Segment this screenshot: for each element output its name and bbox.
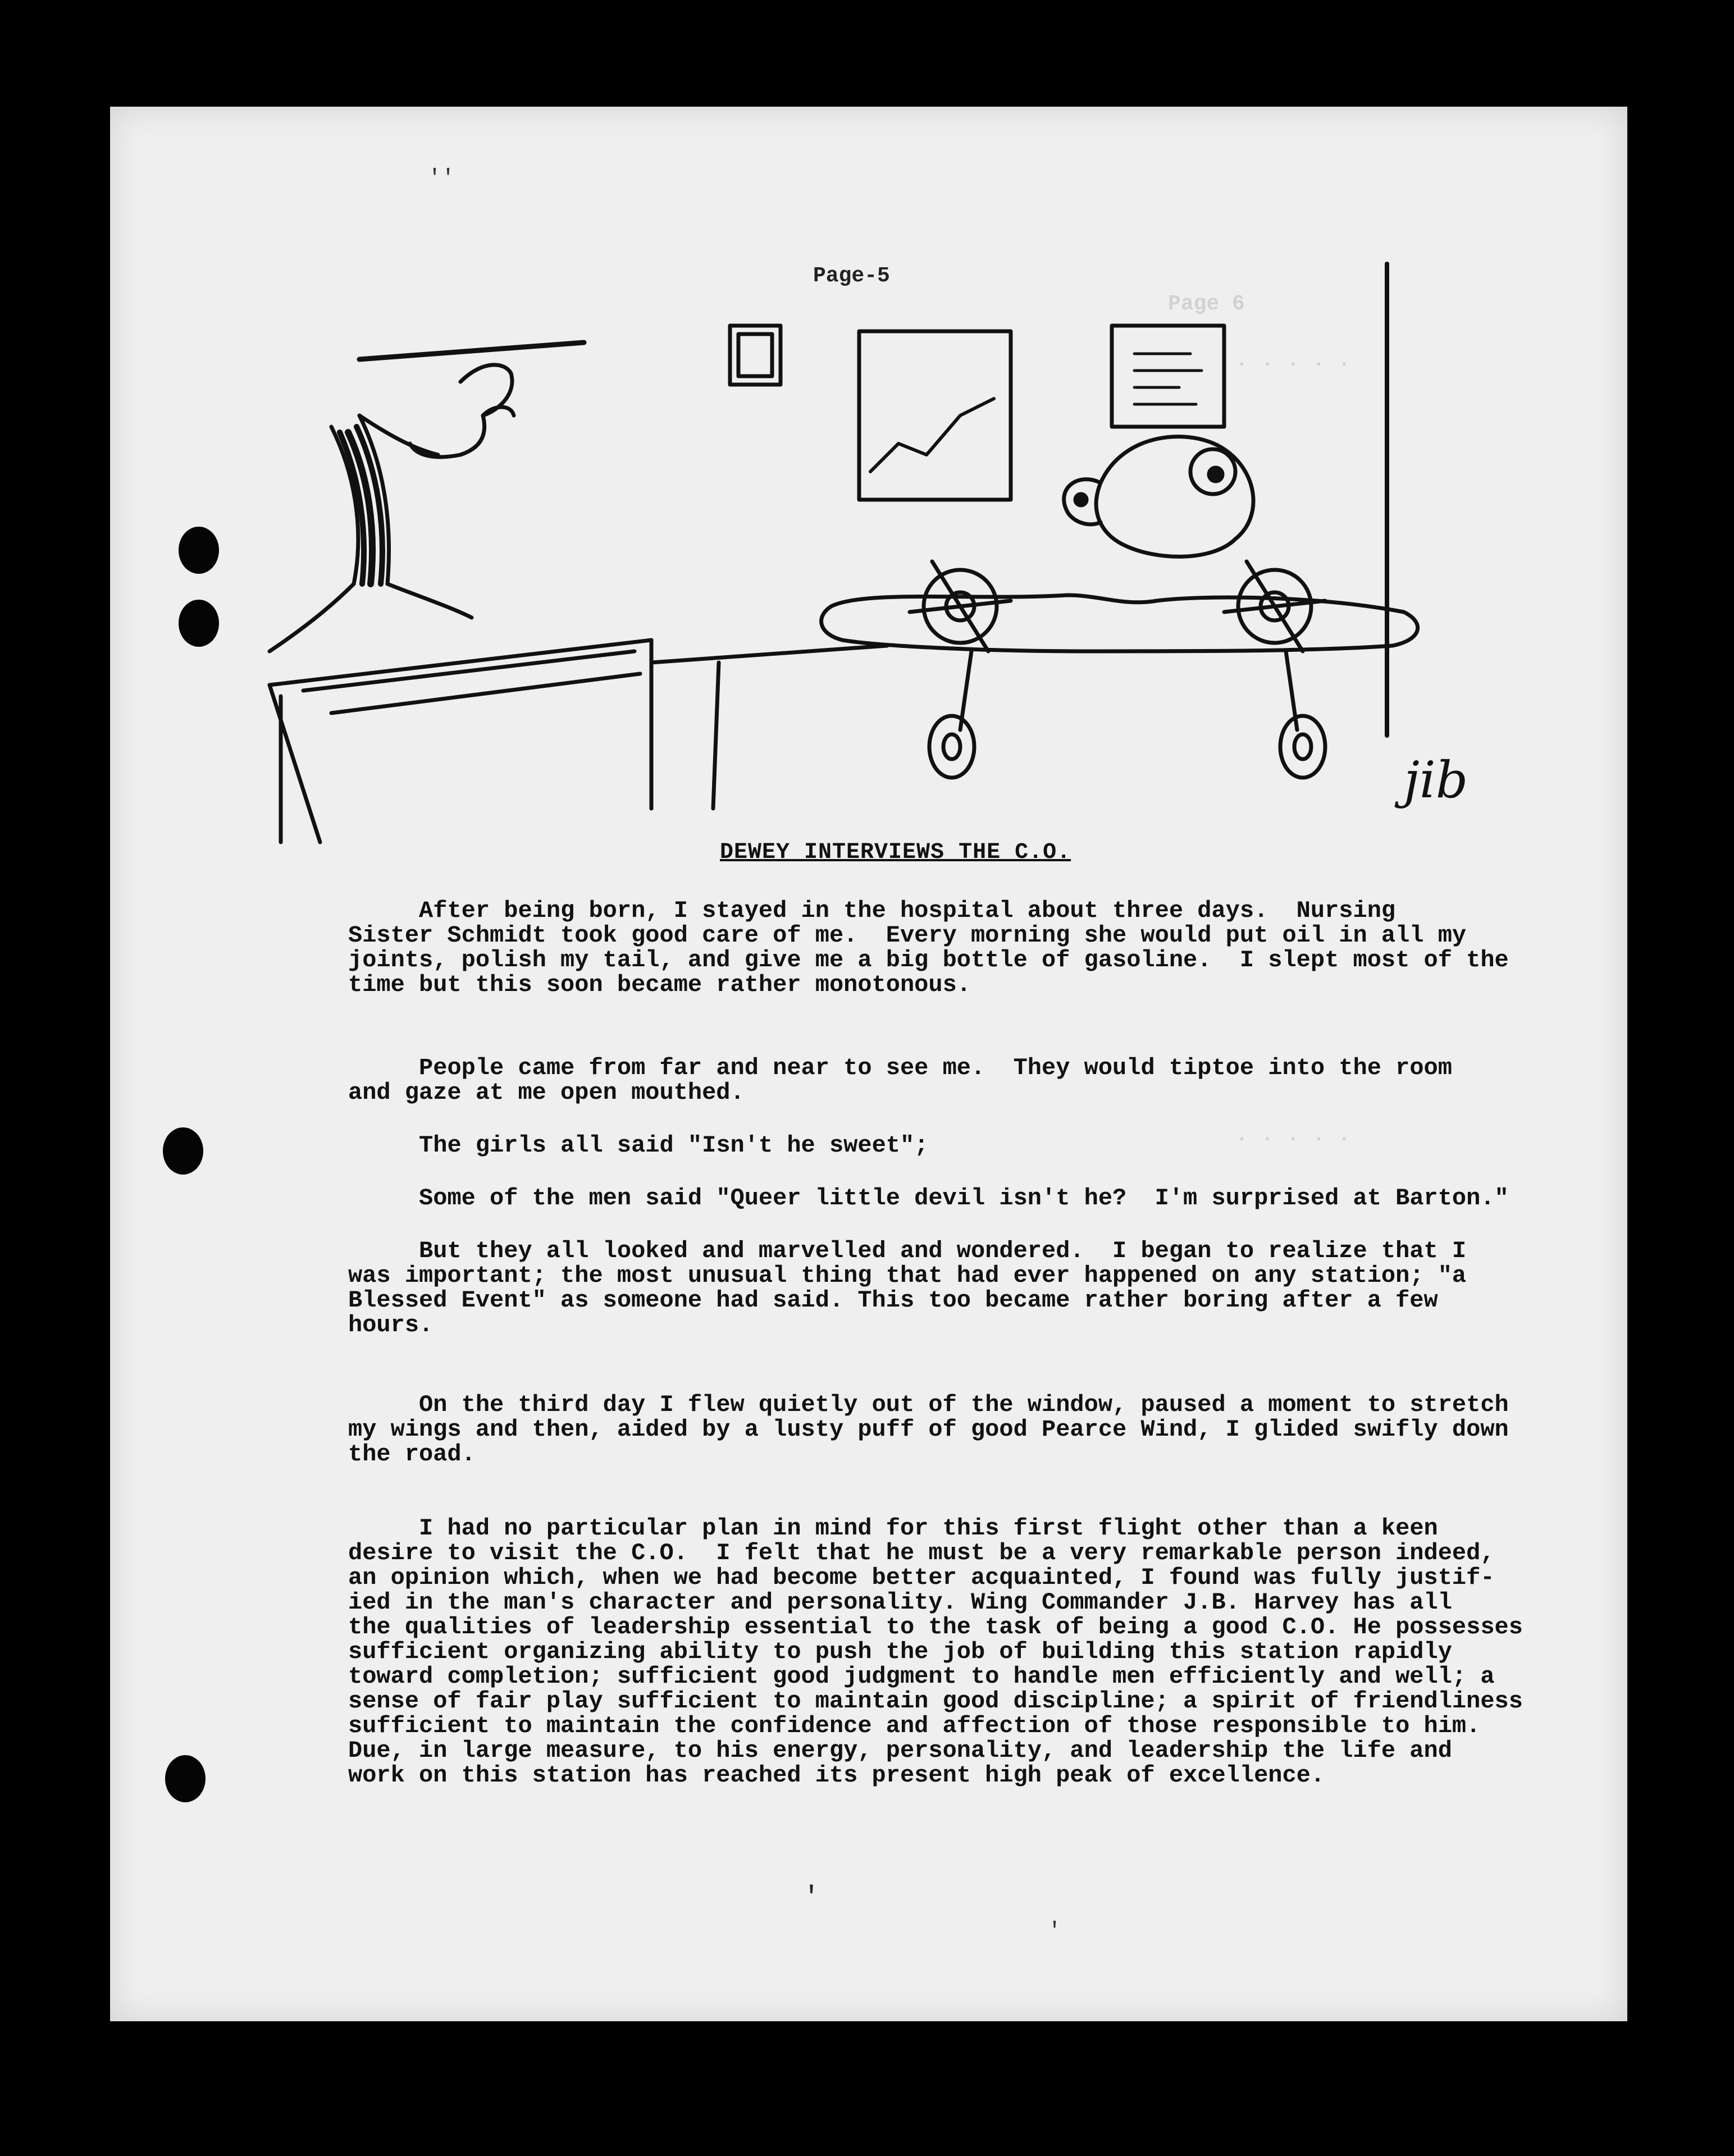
paragraph: People came from far and near to see me. They would tiptoe into the room and gaze at me open mouthed. xyxy=(348,1054,1452,1106)
punch-hole xyxy=(163,1127,203,1175)
punch-hole xyxy=(179,600,219,647)
paragraph: The girls all said "Isn't he sweet"; xyxy=(348,1132,929,1159)
signature: jib xyxy=(1404,751,1468,810)
punch-hole xyxy=(179,527,219,574)
bleed-through-text: . . . . . xyxy=(1235,348,1351,372)
bleed-through-text: . . . . . xyxy=(1235,1123,1351,1147)
paragraph: On the third day I flew quietly out of the window, paused a moment to stretch my wings and then, aided by a lusty puff of good Pearce Wind, I glided swifly down the road. xyxy=(348,1391,1509,1468)
paragraph: But they all looked and marvelled and wondered. I began to realize that I was important; the most unusual thing that had ever happened on any station; "a Blessed Event" as someone had said. This too became rather boring after a few hours. xyxy=(348,1237,1467,1339)
paragraph: Some of the men said "Queer little devil isn't he? I'm surprised at Barton." xyxy=(348,1185,1509,1212)
pointer-stick xyxy=(359,342,584,359)
stray-mark: '' xyxy=(428,166,455,191)
bleed-through-text: Page 6 xyxy=(1168,292,1245,316)
punch-hole xyxy=(165,1755,206,1802)
stray-mark: ' xyxy=(803,1882,820,1914)
stray-mark: ' xyxy=(1048,1919,1062,1944)
page-number: Page-5 xyxy=(813,264,890,288)
cartoon-illustration xyxy=(247,247,1539,876)
article-heading: DEWEY INTERVIEWS THE C.O. xyxy=(720,840,1071,865)
paragraph: I had no particular plan in mind for this first flight other than a keen desire to visit the C.O. I felt that he must be a very remarkable person indeed, an opinion which, when we had become better acquainted, I found was fully justif- ied in the man's character and personality. Wing Commander J.B. Harvey has all the qualities of leadership essential to the task of being a good C.O. He possesses sufficient organizing ability to push the job of building this station rapidly toward completion; sufficient good judgment to handle men efficiently and well; a sense of fair play sufficient to maintain good discipline; a spirit of friendliness sufficient to maintain the confidence and affection of those responsible to him. Due, in large measure, to his energy, personality, and leadership the life and work on this station has reached its present high peak of excellence. xyxy=(348,1515,1523,1789)
paragraph: After being born, I stayed in the hospital about three days. Nursing Sister Schmidt took good care of me. Every morning she would put oil in all my joints, polish my tail, and give me a big bottle of gasoline. I slept most of the time but this soon became rather monotonous. xyxy=(348,897,1509,998)
